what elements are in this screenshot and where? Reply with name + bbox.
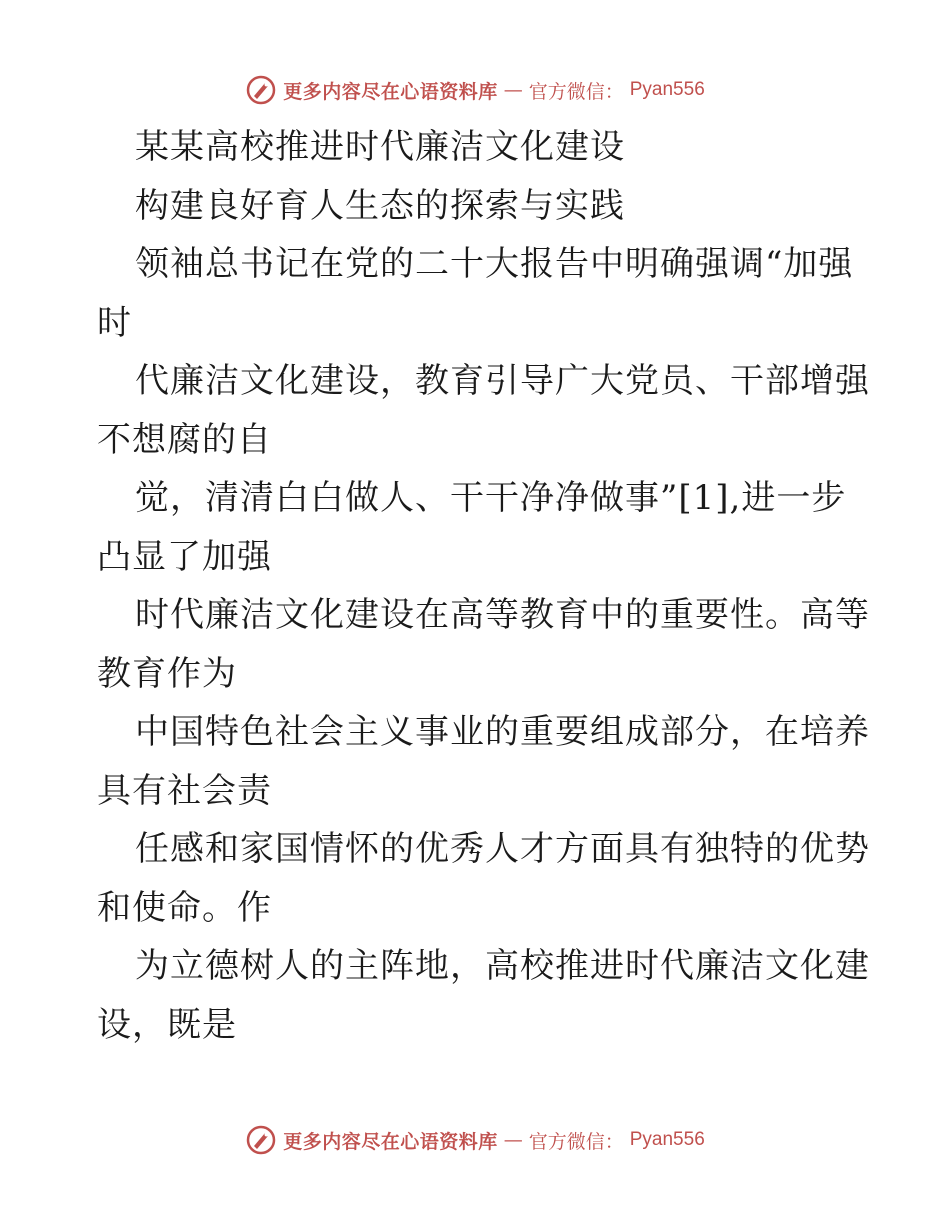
watermark-official-label: 官方微信： [528, 80, 624, 103]
document-line: 和使命。作 [97, 887, 272, 928]
document-line: 具有社会责 [97, 770, 272, 811]
document-line: 教育作为 [97, 653, 237, 694]
document-line: 时代廉洁文化建设在高等教育中的重要性。高等 [135, 595, 870, 635]
watermark-site-text: 更多内容尽在心语资料库 [283, 80, 498, 103]
header-watermark [0, 70, 950, 110]
document-body [97, 118, 870, 1054]
document-line: 凸显了加强 [97, 536, 272, 577]
watermark-official-label: 官方微信： [528, 1130, 624, 1153]
document-line: 为立德树人的主阵地，高校推进时代廉洁文化建 [135, 946, 870, 986]
document-line: 任感和家国情怀的优秀人才方面具有独特的优势 [135, 829, 870, 869]
watermark-dash: — [503, 1129, 523, 1151]
document-line: 不想腐的自 [97, 419, 272, 460]
document-line: 代廉洁文化建设，教育引导广大党员、干部增强 [135, 361, 870, 401]
document-line: 构建良好育人生态的探索与实践 [135, 185, 625, 226]
document-line: 某某高校推进时代廉洁文化建设 [135, 127, 625, 167]
document-line: 领袖总书记在党的二十大报告中明确强调“加强 [135, 244, 854, 284]
document-line: 时 [97, 302, 132, 343]
pen-logo-icon [245, 74, 277, 106]
document-line: 设，既是 [97, 1004, 237, 1045]
watermark-wechat-id: Pyan556 [629, 1129, 705, 1150]
watermark-dash: — [503, 79, 523, 101]
watermark-site-text: 更多内容尽在心语资料库 [283, 1130, 498, 1153]
document-line: 中国特色社会主义事业的重要组成部分，在培养 [135, 712, 870, 752]
pen-logo-icon [245, 1124, 277, 1156]
document-line: 觉，清清白白做人、干干净净做事”[1],进一步 [135, 478, 847, 518]
footer-watermark [0, 1120, 950, 1160]
watermark-wechat-id: Pyan556 [629, 79, 705, 100]
